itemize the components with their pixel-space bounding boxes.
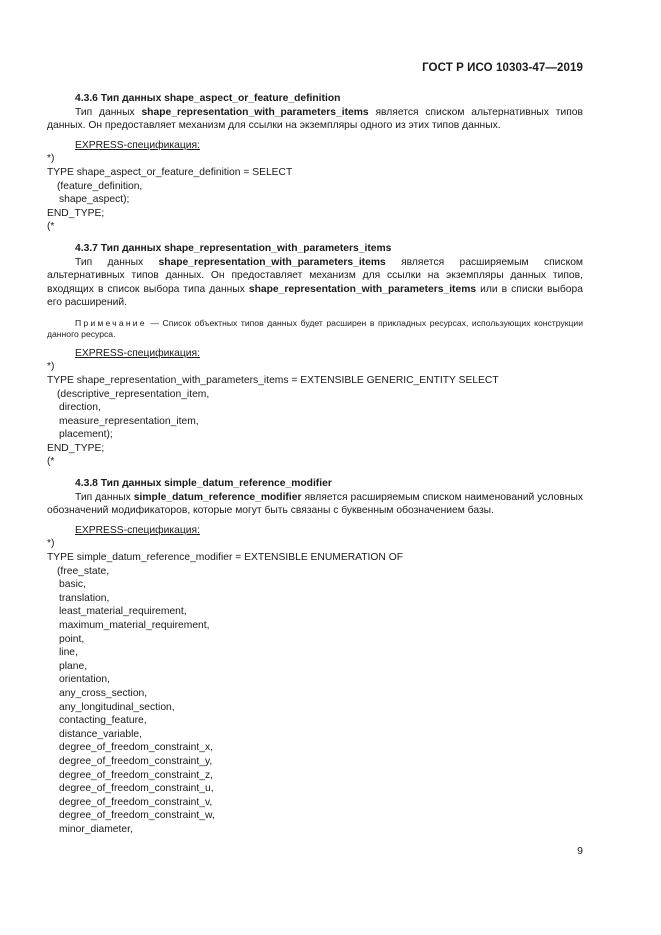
code-line: direction, [59, 402, 101, 414]
bold-term: shape_representation_with_parameters_items [158, 256, 386, 268]
note-text: — Список объектных типов данных будет расширен в прикладных ресурсах, использующих конструкции данного ресурса. [47, 317, 583, 340]
code-line: degree_of_freedom_constraint_x, [59, 742, 213, 754]
code-line: (* [47, 221, 55, 233]
text-run: является расширяемым списком наименований условных обозначений модификаторов, которые могут быть связаны с буквенным обозначением базы. [47, 491, 583, 517]
code-line: distance_variable, [59, 728, 142, 740]
section-heading-4-3-7: 4.3.7 Тип данных shape_representation_with_parameters_items [75, 242, 392, 254]
code-line: TYPE simple_datum_reference_modifier = EXTENSIBLE ENUMERATION OF [47, 552, 404, 564]
code-line: degree_of_freedom_constraint_u, [59, 783, 214, 795]
code-line: degree_of_freedom_constraint_v, [59, 796, 213, 808]
code-line: line, [59, 647, 78, 659]
text-run: или в списки выбора его расширений. [47, 283, 583, 309]
express-spec-label: EXPRESS-спецификация: [75, 524, 200, 536]
section-paragraph-4-3-6 [47, 106, 583, 133]
section-heading-4-3-6: 4.3.6 Тип данных shape_aspect_or_feature_definition [75, 93, 341, 104]
code-line: END_TYPE; [47, 442, 105, 454]
code-line: any_longitudinal_section, [59, 701, 175, 713]
code-line: degree_of_freedom_constraint_w, [59, 810, 215, 822]
bold-term: shape_representation_with_parameters_items [248, 283, 477, 295]
code-line: point, [59, 633, 85, 645]
code-line: measure_representation_item, [59, 415, 199, 427]
code-line: plane, [59, 660, 88, 672]
code-line: *) [47, 538, 55, 550]
code-line: translation, [59, 592, 110, 604]
code-line: *) [47, 153, 55, 165]
text-run: Тип данных [75, 491, 134, 503]
express-code-block [47, 360, 583, 469]
code-line: TYPE shape_representation_with_parameters_items = EXTENSIBLE GENERIC_ENTITY SELECT [47, 374, 499, 386]
code-line: least_material_requirement, [59, 606, 187, 618]
bold-term: simple_datum_reference_modifier [133, 491, 302, 503]
document-header-id: ГОСТ Р ИСО 10303-47—2019 [422, 62, 583, 74]
code-line: orientation, [59, 674, 110, 686]
code-line: (free_state, [57, 565, 110, 577]
code-line: (* [47, 456, 55, 468]
text-run: Тип данных [75, 106, 142, 118]
express-code-block [47, 152, 583, 234]
code-line: (descriptive_representation_item, [57, 388, 210, 400]
code-line: minor_diameter, [59, 823, 133, 835]
text-run: Тип данных [75, 256, 159, 268]
code-line: maximum_material_requirement, [59, 620, 210, 631]
express-spec-label: EXPRESS-спецификация: [75, 139, 200, 151]
code-line: shape_aspect); [59, 194, 130, 206]
section-paragraph-4-3-7 [47, 256, 583, 310]
bold-term: shape_representation_with_parameters_items [141, 106, 369, 118]
section-heading-4-3-8: 4.3.8 Тип данных simple_datum_reference_modifier [75, 478, 332, 490]
code-line: any_cross_section, [59, 687, 148, 699]
code-line: contacting_feature, [59, 715, 147, 727]
section-paragraph-4-3-8 [47, 491, 583, 518]
code-line: placement); [59, 429, 113, 441]
code-line: (feature_definition, [57, 180, 143, 192]
note-paragraph [47, 318, 583, 341]
code-line: *) [47, 361, 55, 373]
text-run: является списком альтернативных типов данных. Он предоставляет механизм для ссылки на экземпляры одного из этих типов данных. [47, 106, 584, 132]
code-line: degree_of_freedom_constraint_y, [59, 755, 213, 767]
text-run: является расширяемым списком альтернативных типов данных. Он предоставляет механизм для ссылки на экземпляры данных типов, входящих в список выбора типа данных [47, 256, 583, 295]
page-content [47, 92, 583, 837]
code-line: TYPE shape_aspect_or_feature_definition = SELECT [47, 166, 293, 178]
express-spec-label: EXPRESS-спецификация: [75, 347, 200, 359]
express-code-block [47, 537, 583, 836]
code-line: basic, [59, 579, 86, 591]
code-line: END_TYPE; [47, 207, 105, 219]
note-label: Примечание [75, 317, 147, 328]
page-number: 9 [577, 845, 583, 857]
code-line: degree_of_freedom_constraint_z, [59, 769, 213, 781]
